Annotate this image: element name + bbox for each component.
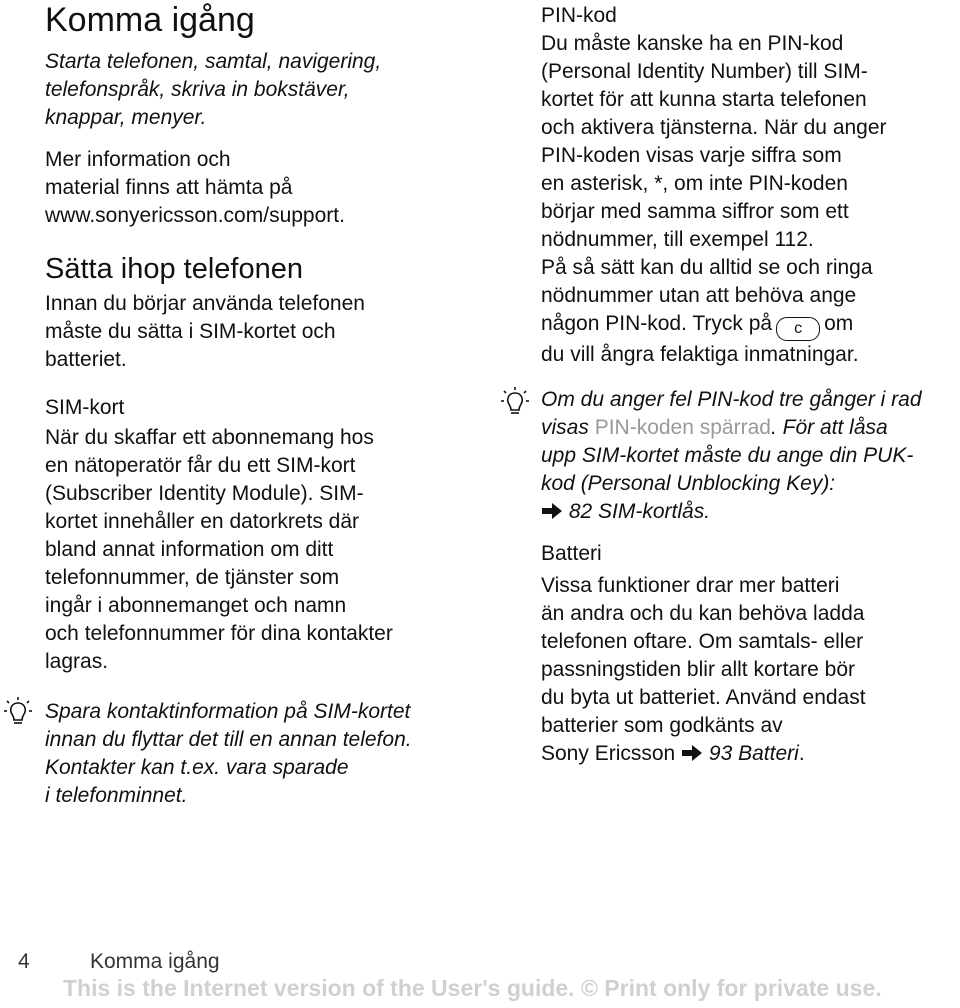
battery-text: Vissa funktioner drar mer batteri än andra och du kan behöva ladda telefonen oftare. Om samtals- eller passningstiden blir allt kortare bör du byta ut batteriet. Använd endast batterier som godkänts av Sony Ericsson 93 Batteri. xyxy=(541,574,866,765)
tip-lightbulb-icon xyxy=(3,696,33,730)
page-title: Komma igång xyxy=(45,1,255,39)
assemble-text: Innan du börjar använda telefonen måste du sätta i SIM-kortet och batteriet. xyxy=(45,292,365,371)
arrow-reference-icon xyxy=(681,744,703,762)
intro-text: Starta telefonen, samtal, navigering, telefonspråk, skriva in bokstäver, knappar, menyer. xyxy=(45,50,382,129)
assemble-heading: Sätta ihop telefonen xyxy=(45,253,303,285)
more-info-text: Mer information och material finns att hämta på www.sonyericsson.com/support. xyxy=(45,148,345,227)
battery-heading: Batteri xyxy=(541,542,602,565)
sim-tip-text: Spara kontaktinformation på SIM-kortet innan du flyttar det till en annan telefon. Kontakter kan t.ex. vara sparade i telefonminnet. xyxy=(45,700,412,807)
arrow-reference-icon xyxy=(541,502,563,520)
pin-tip-text: Om du anger fel PIN-kod tre gånger i rad visas PIN-koden spärrad. För att låsa upp SIM-kortet måste du ange din PUK- kod (Personal Unblocking Key): 82 SIM-kortlås. xyxy=(541,388,922,523)
footer-section-title: Komma igång xyxy=(90,950,220,973)
pin-blocked-message: PIN-koden spärrad xyxy=(594,416,771,439)
tip-lightbulb-icon xyxy=(500,386,530,420)
sim-lock-reference: 82 SIM-kortlås. xyxy=(568,500,711,523)
sim-text: När du skaffar ett abonnemang hos en nätoperatör får du ett SIM-kort (Subscriber Identity Module). SIM- kortet innehåller en datorkrets där bland annat information om ditt telefonnummer, de tjänster som ingår i abonnemanget och namn och telefonnummer för dina kontakter lagras. xyxy=(45,426,393,673)
c-key-icon: c xyxy=(776,317,820,341)
battery-reference: 93 Batteri xyxy=(708,742,799,765)
page-number: 4 xyxy=(18,950,30,973)
pin-heading: PIN-kod xyxy=(541,4,617,27)
watermark-text: This is the Internet version of the User's guide. © Print only for private use. xyxy=(63,975,882,1001)
pin-text: Du måste kanske ha en PIN-kod (Personal Identity Number) till SIM- kortet för att kunna starta telefonen och aktivera tjänsterna. När du anger PIN-koden visas varje siffra som en asterisk, *, om inte PIN-koden börjar med samma siffror som ett nödnummer, till exempel 112. På så sätt kan du alltid se och ringa nödnummer utan att behöva ange någon PIN-kod. Tryck på c om du vill ångra felaktiga inmatningar. xyxy=(541,32,887,366)
sim-heading: SIM-kort xyxy=(45,396,125,419)
